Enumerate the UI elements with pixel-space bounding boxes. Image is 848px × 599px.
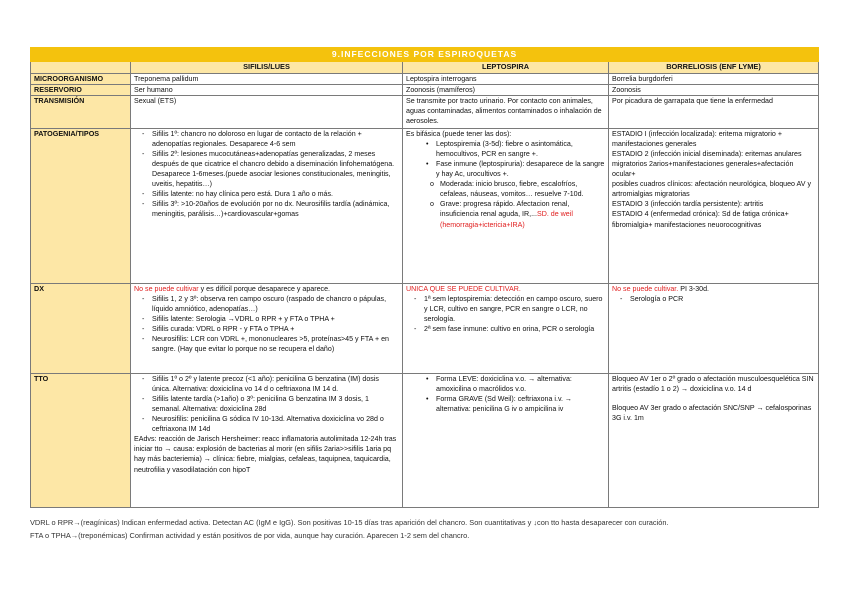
cell-leptospira bbox=[403, 128, 609, 283]
row-dx bbox=[31, 283, 819, 373]
row-label: TRANSMISIÓN bbox=[31, 95, 131, 128]
list-item: - 1ª sem leptospiremia: detección en campo oscuro, suero y LCR, cultivo en sangre, PCR en sangre o LCR, no serología. bbox=[424, 294, 605, 324]
list-item: - Sifilis curada: VDRL o RPR - y FTA o TPHA + bbox=[152, 324, 399, 334]
list-item: - Sifilis latente: Serologia →VDRL o RPR + y FTA o TPHA + bbox=[152, 314, 399, 324]
list-item: • Fase inmune (leptospiruria): desaparece de la sangre y hay Ac, urocultivos +. bbox=[436, 159, 605, 179]
tto-lepto-list bbox=[406, 374, 605, 414]
list-item: - Serología o PCR bbox=[630, 294, 815, 304]
espiroquetas-table bbox=[30, 47, 819, 508]
cell-sifilis bbox=[131, 128, 403, 283]
table-title: 9.INFECCIONES POR ESPIROQUETAS bbox=[31, 48, 819, 62]
list-item: - Neurosifilis: penicilina G sódica IV 10-13d. Alternativa doxiciclina vo 28d o ceftriaxona IM 14d bbox=[152, 414, 399, 434]
list-item: o Moderada: inicio brusco, fiebre, escalofríos, cefaleas, náuseas, vomitos… resuelve 7-10d. bbox=[440, 179, 605, 199]
row-label: PATOGENIA/TIPOS bbox=[31, 128, 131, 283]
summary-sheet bbox=[30, 47, 818, 508]
list-item: • Forma GRAVE (Sd Weil): ceftriaxona i.v. → alternativa: penicilina G iv o ampicilina iv bbox=[436, 394, 605, 414]
list-item: - 2ª sem fase inmune: cultivo en orina, PCR o serología bbox=[424, 324, 605, 334]
borrelia-line: posibles cuadros clínicos: afectación neurológica, bloqueo AV y artromialgias migratorias bbox=[612, 180, 812, 199]
list-item: - Sifilis 1º o 2º y latente precoz (<1 año): penicilina G benzatina (IM) dosis única. Alternativa: doxiciclina vo 14 d o ceftriaxona IM 14 d. bbox=[152, 374, 399, 394]
cell-sifilis: Treponema pallidum bbox=[131, 73, 403, 84]
list-item: - Sifilis latente tardía (>1año) o 3º: penicilina G benzatina IM 3 dosis, 1 semanal. Alternativa: doxiciclina 28d bbox=[152, 394, 399, 414]
dx-lepto-list bbox=[406, 294, 605, 334]
dx-borrelia-list bbox=[612, 294, 815, 304]
row-label: TTO bbox=[31, 373, 131, 507]
list-item: - Sifilis 1º: chancro no doloroso en lugar de contacto de la relación + adenopatías regionales. Desaparece 4-6 sem bbox=[152, 129, 399, 149]
cell-borreliosis bbox=[609, 283, 819, 373]
borrelia-line: ESTADIO 2 (infección inicial diseminada): eritemas anulares migratorios 2arios+manifestaciones generales+afectación ocular+ bbox=[612, 150, 802, 179]
list-item: • Leptospiremia (3-5d): fiebre o asintomática, hemocultivos, PCR en sangre +. bbox=[436, 139, 605, 159]
cell-leptospira: Leptospira interrogans bbox=[403, 73, 609, 84]
title-row bbox=[31, 48, 819, 62]
incubation-period: PI 3-30d. bbox=[680, 284, 710, 293]
weil-syndrome: SD. de weil (hemorragia+ictericia+IRA) bbox=[440, 210, 573, 229]
dx-borrelia-intro bbox=[612, 284, 815, 294]
cell-borreliosis bbox=[609, 128, 819, 283]
cell-leptospira bbox=[403, 373, 609, 507]
row-transmision bbox=[31, 95, 819, 128]
cell-borreliosis: Zoonosis bbox=[609, 84, 819, 95]
list-item: • Forma LEVE: doxiciclina v.o. → alternativa: amoxicilina o macrólidos v.o. bbox=[436, 374, 605, 394]
list-item: - Sifilis 1, 2 y 3º: observa ren campo oscuro (raspado de chancro o pápulas, líquido amniótico, adenopatías…) bbox=[152, 294, 399, 314]
row-label: RESERVORIO bbox=[31, 84, 131, 95]
list-item: - Sifilis 3º: >10-20años de evolución por no dx. Neurosifilis tardía (adinámica, meningitis, parálisis…)+cardiovascular+gomas bbox=[152, 199, 399, 219]
row-label: DX bbox=[31, 283, 131, 373]
row-label: MICROORGANISMO bbox=[31, 73, 131, 84]
no-cultivable-note: No se puede cultivar bbox=[134, 284, 199, 293]
header-row bbox=[31, 62, 819, 74]
adverse-reaction-note: EAdvs: reacción de Jarisch Hersheimer: reacc inflamatoria autolimitada 12-24h tras iniciar tto → causa: explosión de bacterias al morir (en sifilis 2aria>>sifilis 1aria pq hay más bacteriemia) → clínica: fiebre, mialgias, cefaleas, taquipnea, taquicardia, neutrofilia y vasodilatación con hipoT bbox=[134, 435, 397, 474]
cell-sifilis: Sexual (ETS) bbox=[131, 95, 403, 128]
header-empty bbox=[31, 62, 131, 74]
header-leptospira: LEPTOSPIRA bbox=[403, 62, 609, 74]
cell-leptospira: Se transmite por tracto urinario. Por contacto con animales, aguas contaminadas, alimentos contaminados o inhalación de aerosoles. bbox=[403, 95, 609, 128]
dx-sifilis-list bbox=[134, 294, 399, 354]
footnote-reaginic: VDRL o RPR→(reagínicas) Indican enfermedad activa. Detectan AC (IgM e IgG). Son positivas 10-15 días tras aparición del chancro. Son cuantitativas y ↓con tto hasta desaparecer con curación. bbox=[30, 518, 669, 527]
tto-borrelia-severe: Bloqueo AV 3er grado o afectación SNC/SNP → cefalosporinas 3G i.v. 1m bbox=[612, 404, 812, 423]
row-microorganismo bbox=[31, 73, 819, 84]
tto-borrelia-mild: Bloqueo AV 1er o 2º grado o afectación musculoesquelética SIN artritis (estadío 1 o 2) → doxiciclina v.o. 14 d bbox=[612, 374, 814, 394]
dx-sifilis-text: y es difícil porque desaparece y aparece. bbox=[200, 284, 330, 293]
list-item: - Sifilis latente: no hay clínica pero está. Dura 1 año o más. bbox=[152, 189, 399, 199]
list-item bbox=[440, 199, 605, 229]
lepto-forms-list bbox=[406, 179, 605, 229]
lepto-phases-list bbox=[406, 139, 605, 179]
sifilis-types-list bbox=[134, 129, 399, 220]
dx-sifilis-intro bbox=[134, 284, 399, 294]
cultivable-note: UNICA QUE SE PUEDE CULTIVAR. bbox=[406, 284, 521, 293]
list-item: - Neurosifilis: LCR con VDRL +, mononucleares >5, proteínas>45 y FTA + en sangre. (Hay que evitar lo porque no se recupera el daño) bbox=[152, 334, 399, 354]
cell-borreliosis: Borrelia burgdorferi bbox=[609, 73, 819, 84]
no-cultivable-note: No se puede cultivar. bbox=[612, 284, 679, 293]
borrelia-line: ESTADIO 4 (enfermedad crónica): Sd de fatiga crónica+ fibromialgia+ manifestaciones neuorocognitivas bbox=[612, 210, 789, 229]
cell-leptospira: Zoonosis (mamíferos) bbox=[403, 84, 609, 95]
cell-borreliosis: Por picadura de garrapata que tiene la enfermedad bbox=[609, 95, 819, 128]
cell-sifilis: Ser humano bbox=[131, 84, 403, 95]
lepto-intro: Es bifásica (puede tener las dos): bbox=[406, 129, 512, 138]
header-borreliosis: BORRELIOSIS (ENF LYME) bbox=[609, 62, 819, 74]
borrelia-line: ESTADIO I (infección localizada): eritema migratorio + manifestaciones generales bbox=[612, 129, 782, 149]
footnote-treponemic: FTA o TPHA→(treponémicas) Confirman actividad y están positivos de por vida, aunque hay curación. Aparecen 1-2 sem del chancro. bbox=[30, 531, 470, 540]
row-patogenia bbox=[31, 128, 819, 283]
row-reservorio bbox=[31, 84, 819, 95]
grave-text: Grave: progresa rápido. Afectacion renal, insuficiencia renal aguda, IR,... bbox=[440, 200, 570, 219]
cell-borreliosis bbox=[609, 373, 819, 507]
header-sifilis: SIFILIS/LUES bbox=[131, 62, 403, 74]
cell-leptospira bbox=[403, 283, 609, 373]
tto-sifilis-list bbox=[134, 374, 399, 434]
row-tto bbox=[31, 373, 819, 507]
cell-sifilis bbox=[131, 373, 403, 507]
cell-sifilis bbox=[131, 283, 403, 373]
borrelia-line: ESTADIO 3 (infección tardía persistente): artritis bbox=[612, 200, 764, 209]
list-item: - Sifilis 2º: lesiones mucocutáneas+adenopatías generalizadas, 2 meses después de que cicatrice el chancro debido a diseminación linfohematógena. Desaparece 1-6meses.(puede asociar lesiones constitucionales, meningitis, uveitis, hepatitis…) bbox=[152, 149, 399, 189]
